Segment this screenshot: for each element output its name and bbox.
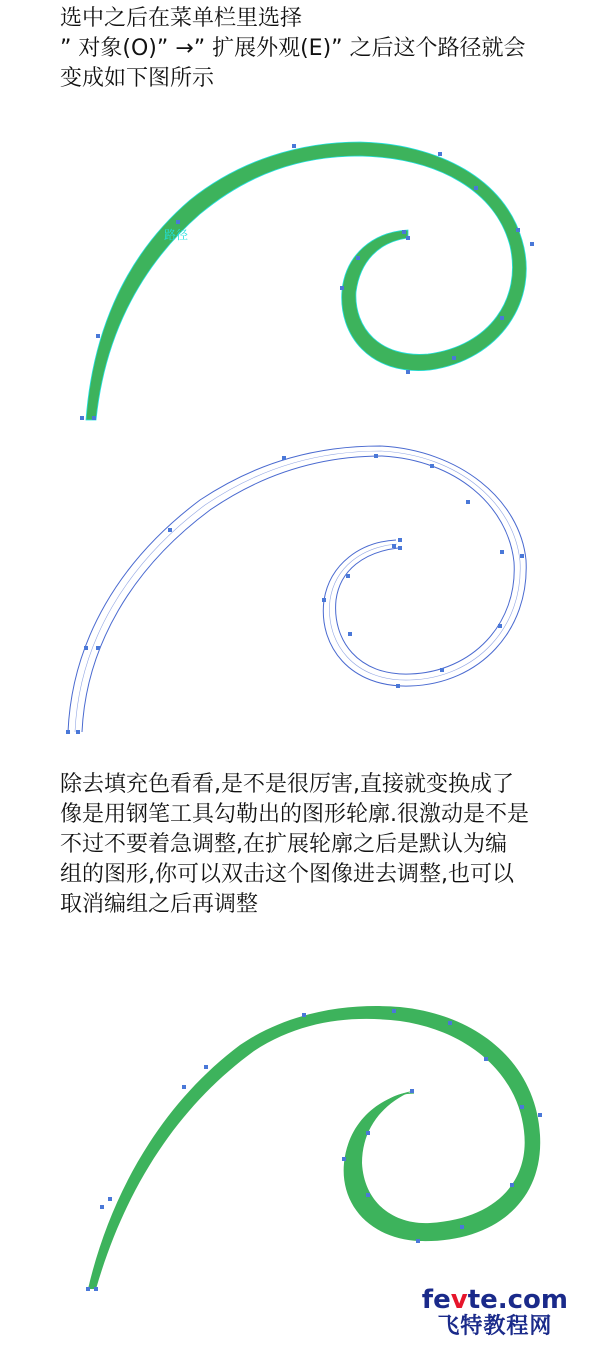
adjusted-spiral-shape	[88, 1006, 540, 1289]
watermark-domain: fevte.com	[421, 1285, 568, 1315]
outline-spiral-figure	[0, 440, 600, 750]
description-line: 除去填充色看看,是不是很厉害,直接就变换成了	[60, 772, 514, 797]
outline-spiral-middle	[75, 451, 520, 732]
description-text	[60, 770, 529, 920]
intro-line: ” 对象(O)” →” 扩展外观(E)” 之后这个路径就会	[60, 36, 526, 61]
expanded-spiral-figure	[0, 120, 600, 440]
description-line: 像是用钢笔工具勾勒出的图形轮廓.很激动是不是	[60, 802, 529, 827]
description-line: 组的图形,你可以双击这个图像进去调整,也可以	[60, 862, 514, 887]
description-line: 取消编组之后再调整	[60, 892, 259, 917]
outline-spiral-inner	[82, 456, 514, 732]
description-line: 不过不要着急调整,在扩展轮廓之后是默认为编	[60, 832, 507, 857]
intro-line: 变成如下图所示	[60, 66, 215, 91]
watermark-site-name: 飞特教程网	[437, 1314, 553, 1339]
adjusted-spiral-figure	[0, 985, 600, 1295]
outline-spiral-outer	[68, 446, 526, 732]
site-watermark	[422, 1286, 568, 1340]
path-label: 路径	[164, 228, 189, 242]
intro-text	[60, 4, 526, 94]
expanded-spiral-shape	[86, 142, 526, 420]
anchor-points	[66, 454, 524, 734]
intro-line: 选中之后在菜单栏里选择	[60, 6, 303, 31]
